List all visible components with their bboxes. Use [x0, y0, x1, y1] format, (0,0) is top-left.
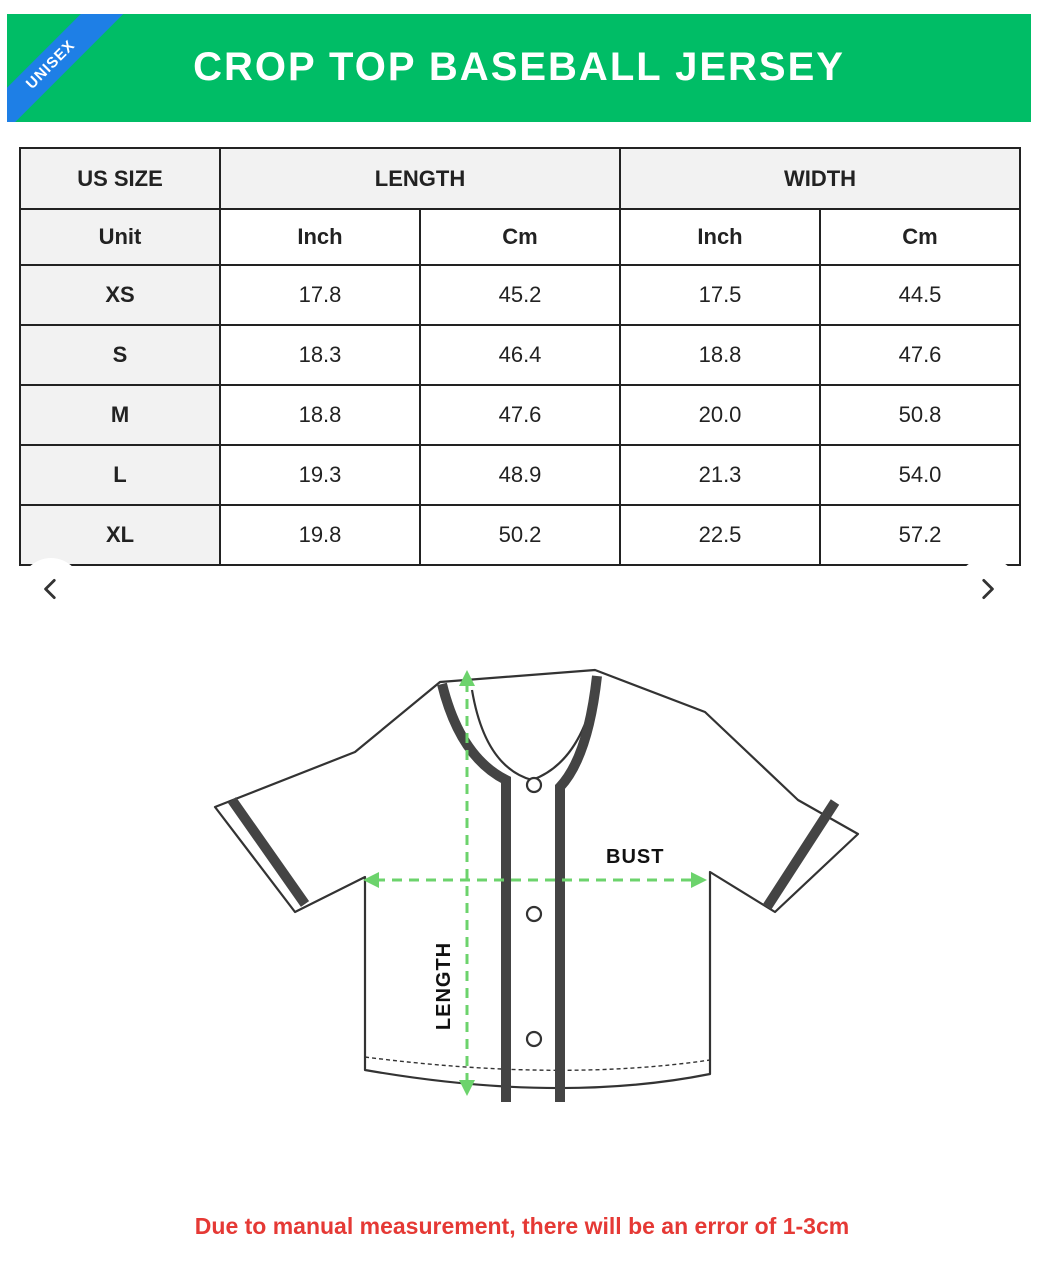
length-cm-cell: 45.2 — [420, 265, 620, 325]
unit-length-inch: Inch — [220, 209, 420, 265]
length-inch-cell: 19.3 — [220, 445, 420, 505]
table-row — [20, 445, 1020, 505]
table-row — [20, 385, 1020, 445]
width-header: WIDTH — [620, 148, 1020, 209]
size-cell: S — [20, 325, 220, 385]
measurement-note: Due to manual measurement, there will be an error of 1-3cm — [194, 1213, 850, 1239]
length-cm-cell: 46.4 — [420, 325, 620, 385]
table-header-row — [20, 148, 1020, 209]
width-cm-cell: 44.5 — [820, 265, 1020, 325]
width-cm-cell: 50.8 — [820, 385, 1020, 445]
table-row — [20, 265, 1020, 325]
size-cell: M — [20, 385, 220, 445]
page-title: CROP TOP BASEBALL JERSEY — [193, 45, 845, 89]
carousel-next-button[interactable] — [956, 558, 1018, 620]
width-inch-cell: 18.8 — [620, 325, 820, 385]
jersey-button — [527, 778, 541, 792]
header-banner — [7, 14, 1031, 122]
length-cm-cell: 50.2 — [420, 505, 620, 565]
unit-width-cm: Cm — [820, 209, 1020, 265]
length-cm-cell: 48.9 — [420, 445, 620, 505]
carousel-prev-button[interactable] — [20, 558, 82, 620]
width-inch-cell: 21.3 — [620, 445, 820, 505]
unit-label: Unit — [20, 209, 220, 265]
unit-width-inch: Inch — [620, 209, 820, 265]
width-cm-cell: 54.0 — [820, 445, 1020, 505]
length-inch-cell: 18.8 — [220, 385, 420, 445]
size-cell: L — [20, 445, 220, 505]
size-cell: XS — [20, 265, 220, 325]
length-inch-cell: 19.8 — [220, 505, 420, 565]
unit-length-cm: Cm — [420, 209, 620, 265]
length-inch-cell: 17.8 — [220, 265, 420, 325]
jersey-button — [527, 1032, 541, 1046]
length-cm-cell: 47.6 — [420, 385, 620, 445]
width-inch-cell: 17.5 — [620, 265, 820, 325]
unisex-ribbon: UNISEX — [7, 14, 125, 122]
length-arrow-top — [459, 670, 475, 686]
table-row — [20, 505, 1020, 565]
width-cm-cell: 57.2 — [820, 505, 1020, 565]
length-arrow-bottom — [459, 1080, 475, 1096]
table-row — [20, 325, 1020, 385]
bust-label: BUST — [606, 846, 665, 868]
chevron-left-icon — [38, 576, 64, 602]
length-header: LENGTH — [220, 148, 620, 209]
size-cell: XL — [20, 505, 220, 565]
unit-row — [20, 209, 1020, 265]
length-inch-cell: 18.3 — [220, 325, 420, 385]
us-size-header: US SIZE — [20, 148, 220, 209]
length-label: LENGTH — [433, 941, 455, 1031]
width-inch-cell: 22.5 — [620, 505, 820, 565]
size-table — [19, 147, 1021, 566]
jersey-button — [527, 907, 541, 921]
jersey-diagram — [210, 662, 860, 1107]
chevron-right-icon — [974, 576, 1000, 602]
width-cm-cell: 47.6 — [820, 325, 1020, 385]
width-inch-cell: 20.0 — [620, 385, 820, 445]
